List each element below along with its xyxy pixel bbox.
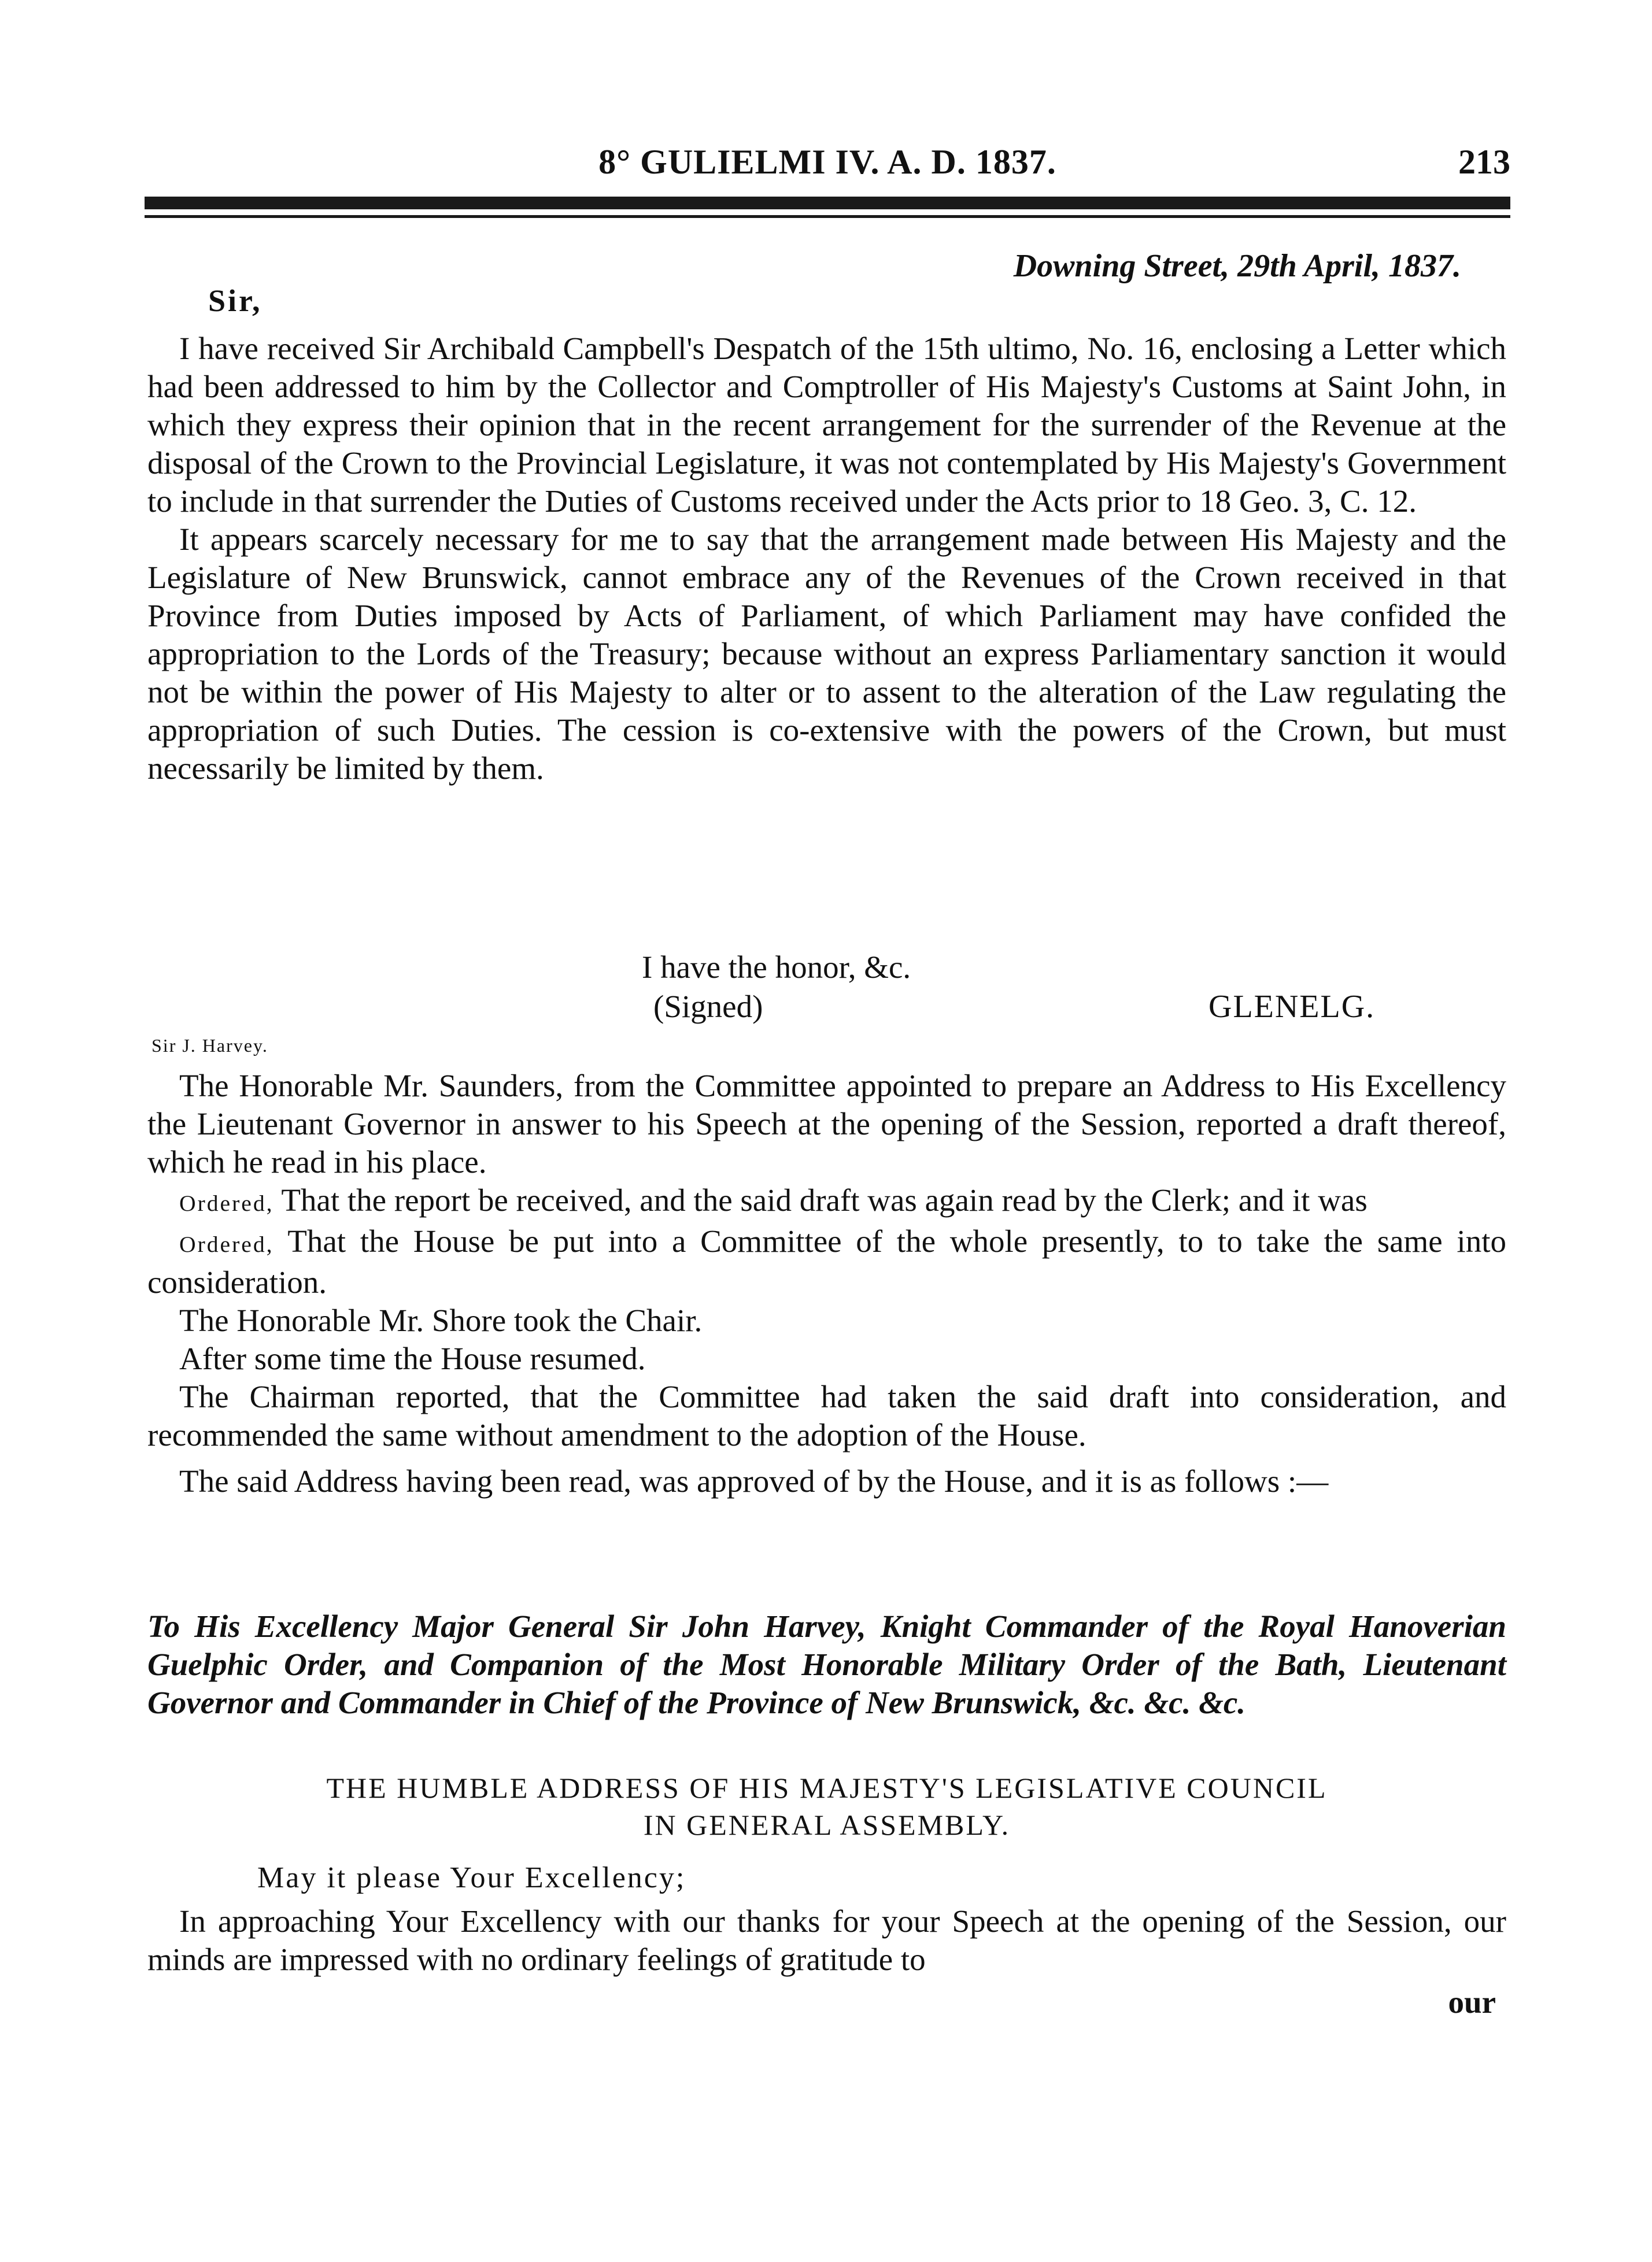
proceedings-paragraph (147, 1181, 1506, 1222)
address-body (147, 1902, 1506, 1979)
letter-paragraph: I have received Sir Archibald Campbell's Despatch of the 15th ultimo, No. 16, enclosing a Letter which had been addressed to him by the Collector and Comptroller of His Majesty's Customs at Saint John, in which they express their opinion that in the recent arrangement for the surrender of the Revenue at the disposal of the Crown to the Provincial Legislature, it was not contemplated by His Majesty's Government to include in that surrender the Duties of Customs received under the Acts prior to 18 Geo. 3, C. 12. (147, 331, 1506, 519)
address-to: To His Excellency Major General Sir John Harvey, Knight Commander of the Royal Hanoverian Guelphic Order, and Companion of the Most Honorable Military Order of the Bath, Lieutenant Governor and Commander in Chief of the Province of New Brunswick, &c. &c. &c. (147, 1609, 1506, 1720)
letter-signed: (Signed) (653, 989, 763, 1024)
letter-salutation: Sir, (208, 283, 263, 318)
ordered-text: That the report be received, and the said draft was again read by the Clerk; and it was (274, 1182, 1368, 1218)
proceedings-paragraph: The Honorable Mr. Saunders, from the Committee appointed to prepare an Address to His Excellency the Lieutenant Governor in answer to his Speech at the opening of the Session, reported a draft thereof, which he read in his place. (147, 1068, 1506, 1180)
letter-paragraph: It appears scarcely necessary for me to say that the arrangement made between His Majesty and the Legislature of New Brunswick, cannot embrace any of the Revenues of the Crown received in that Province from Duties imposed by Acts of Parliament, of which Parliament may have confided the appropriation to the Lords of the Treasury; because without an express Parliamentary sanction it would not be within the power of His Majesty to alter or to assent to the alteration of the Law regulating the appropriation of such Duties. The cession is co-extensive with the powers of the Crown, but must necessarily be limited by them. (147, 522, 1506, 786)
header-rule-thin (145, 215, 1510, 218)
address-opening: In approaching Your Excellency with our thanks for your Speech at the opening of the Session, our minds are impressed with no ordinary feelings of gratitude to (147, 1904, 1506, 1977)
address-heading-line2: IN GENERAL ASSEMBLY. (643, 1809, 1011, 1841)
ordered-text: That the House be put into a Committee of the whole presently, to to take the same into consideration. (147, 1224, 1506, 1300)
address-heading (147, 1769, 1506, 1843)
address-heading-line1: THE HUMBLE ADDRESS OF HIS MAJESTY'S LEGISLATIVE COUNCIL (326, 1772, 1328, 1804)
ordered-label: Ordered, (179, 1191, 274, 1216)
letter-signer: GLENELG. (1208, 989, 1376, 1025)
ordered-label: Ordered, (179, 1232, 274, 1257)
letter-body (147, 330, 1506, 788)
letter-closing: I have the honor, &c. (642, 949, 911, 985)
catchword: our (1448, 1984, 1496, 2020)
proceedings-paragraph: After some time the House resumed. (179, 1341, 646, 1376)
proceedings-paragraph (147, 1222, 1506, 1302)
proceedings-paragraph: The said Address having been read, was approved of by the House, and it is as follows :— (179, 1463, 1329, 1499)
letter-addressee: Sir J. Harvey. (151, 1035, 268, 1056)
letter-dateline: Downing Street, 29th April, 1837. (1013, 248, 1461, 284)
running-head (145, 139, 1510, 185)
header-rule-thick (145, 197, 1510, 209)
address-please: May it please Your Excellency; (257, 1861, 686, 1894)
proceedings-paragraph: The Honorable Mr. Shore took the Chair. (179, 1303, 703, 1338)
proceedings-paragraph: The Chairman reported, that the Committee had taken the said draft into consideration, and recommended the same without amendment to the adoption of the House. (147, 1379, 1506, 1452)
proceedings (147, 1067, 1506, 1500)
page-number: 213 (1458, 143, 1510, 181)
running-head-title: 8° GULIELMI IV. A. D. 1837. (598, 143, 1056, 181)
